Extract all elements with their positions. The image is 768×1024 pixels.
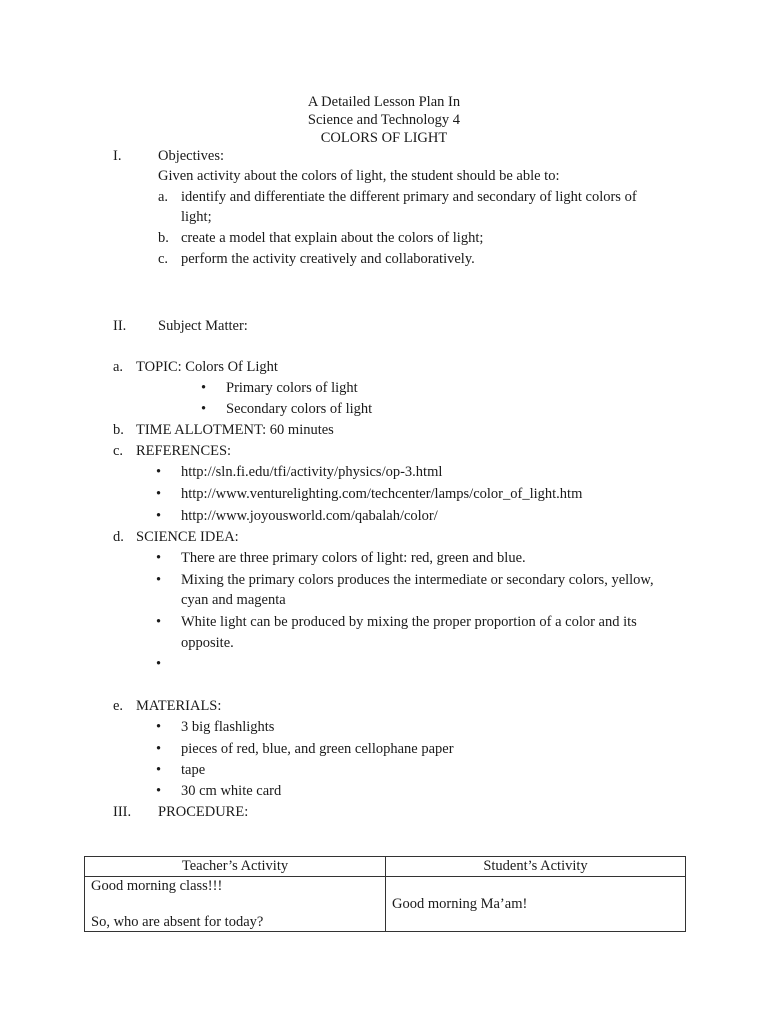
materials-letter: e. xyxy=(113,698,124,714)
teacher-question: So, who are absent for today? xyxy=(91,914,264,930)
section-numeral-ii: II. xyxy=(113,318,127,334)
objective-letter-c: c. xyxy=(158,251,169,267)
table-row xyxy=(85,877,686,932)
materials-label: MATERIALS: xyxy=(136,698,222,714)
teacher-greeting: Good morning class!!! xyxy=(91,878,223,894)
reference-link-3[interactable]: • http://www.joyousworld.com/qabalah/color/ xyxy=(181,507,438,525)
teacher-activity-cell xyxy=(85,877,386,932)
student-activity-header: Student’s Activity xyxy=(386,857,686,877)
objective-letter-a: a. xyxy=(158,189,169,205)
objective-c-text: perform the activity creatively and collaboratively. xyxy=(181,251,475,267)
teacher-activity-header: Teacher’s Activity xyxy=(85,857,386,877)
material-item-1: • 3 big flashlights xyxy=(181,718,274,736)
science-idea-bullet-2: • Mixing the primary colors produces the intermediate or secondary colors, yellow, xyxy=(181,571,654,589)
topic-letter: a. xyxy=(113,359,124,375)
objectives-heading: Objectives: xyxy=(158,148,225,164)
time-letter: b. xyxy=(113,422,124,438)
topic-bullet-primary: • Primary colors of light xyxy=(226,379,358,397)
doc-title-line-2: Science and Technology 4 xyxy=(307,112,461,128)
procedure-table xyxy=(84,856,686,932)
objective-letter-b: b. xyxy=(158,230,169,246)
science-idea-letter: d. xyxy=(113,529,124,545)
procedure-heading: PROCEDURE: xyxy=(158,804,249,820)
doc-title-line-3: COLORS OF LIGHT xyxy=(320,130,448,146)
science-idea-bullet-1: • There are three primary colors of light: red, green and blue. xyxy=(181,549,526,567)
student-greeting: Good morning Ma’am! xyxy=(392,896,528,912)
science-idea-bullet-2-cont: cyan and magenta xyxy=(181,592,286,608)
references-letter: c. xyxy=(113,443,124,459)
references-label: REFERENCES: xyxy=(136,443,232,459)
objective-b-text: create a model that explain about the colors of light; xyxy=(181,230,484,246)
science-idea-label: SCIENCE IDEA: xyxy=(136,529,239,545)
subject-matter-heading: Subject Matter: xyxy=(158,318,248,334)
objective-a-line-1: identify and differentiate the different primary and secondary of light colors of xyxy=(181,189,637,205)
science-idea-bullet-3-cont: opposite. xyxy=(181,635,234,651)
topic-bullet-secondary: • Secondary colors of light xyxy=(226,400,372,418)
section-numeral-iii: III. xyxy=(113,804,132,820)
reference-link-1[interactable]: • http://sln.fi.edu/tfi/activity/physics/op-3.html xyxy=(181,463,442,481)
topic-label: TOPIC: Colors Of Light xyxy=(136,359,278,375)
objectives-intro: Given activity about the colors of light, the student should be able to: xyxy=(158,168,560,184)
material-item-4: • 30 cm white card xyxy=(181,782,281,800)
student-activity-cell xyxy=(386,877,686,932)
time-allotment: TIME ALLOTMENT: 60 minutes xyxy=(136,422,334,438)
material-item-3: • tape xyxy=(181,761,205,779)
reference-link-2[interactable]: • http://www.venturelighting.com/techcenter/lamps/color_of_light.htm xyxy=(181,485,582,503)
table-header-row xyxy=(85,857,686,877)
material-item-2: • pieces of red, blue, and green cellophane paper xyxy=(181,740,454,758)
objective-a-line-2: light; xyxy=(181,209,212,225)
doc-title-line-1: A Detailed Lesson Plan In xyxy=(307,94,461,110)
section-numeral-i: I. xyxy=(113,148,122,164)
science-idea-bullet-3: • White light can be produced by mixing the proper proportion of a color and its xyxy=(181,613,637,631)
